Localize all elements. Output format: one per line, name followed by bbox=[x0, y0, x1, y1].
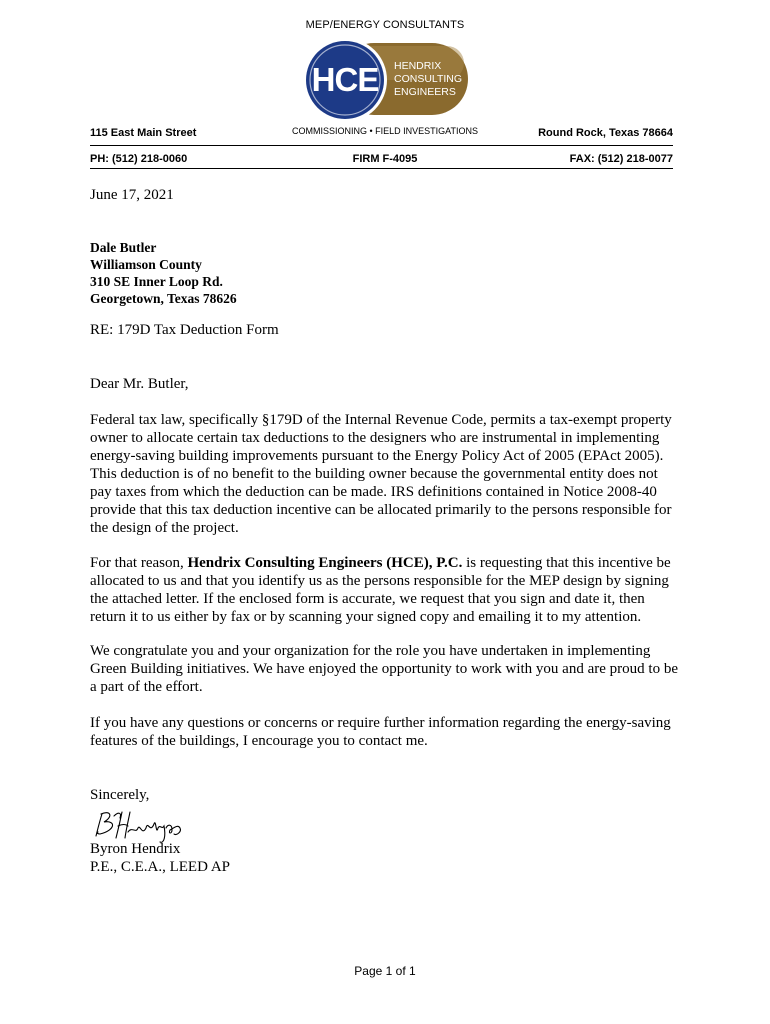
letter-subject: RE: 179D Tax Deduction Form bbox=[90, 322, 279, 338]
logo-name-line-3: ENGINEERS bbox=[394, 86, 456, 98]
logo-monogram: HCE bbox=[311, 61, 379, 98]
hce-logo bbox=[302, 37, 472, 125]
body-paragraph-1-text: Federal tax law, specifically §179D of the Internal Revenue Code, permits a tax-exempt property owner to allocate certain tax deductions to the designers who are instrumental in implementing energy-saving building improvements pursuant to the Energy Policy Act of 2005 (EPAct 2005). This deduction is of no benefit to the building owner because the governmental entity does not pay taxes from which the deduction can be made. IRS definitions contained in Notice 2008-40 provide that this tax deduction incentive can be allocated primarily to the persons responsible for the design of the project. bbox=[90, 412, 672, 536]
recipient-address-line-2: Georgetown, Texas 78626 bbox=[90, 291, 237, 306]
letterhead-phone: PH: (512) 218-0060 bbox=[90, 153, 188, 165]
body-paragraph-1 bbox=[90, 411, 682, 537]
letter-salutation: Dear Mr. Butler, bbox=[90, 376, 189, 392]
body-paragraph-2 bbox=[90, 554, 682, 626]
signer-credentials: P.E., C.E.A., LEED AP bbox=[90, 859, 231, 875]
letterhead-fax: FAX: (512) 218-0077 bbox=[569, 153, 673, 165]
signer-name: Byron Hendrix bbox=[90, 841, 181, 857]
logo-name-line-2: CONSULTING bbox=[394, 73, 463, 85]
letter-closing: Sincerely, bbox=[90, 787, 150, 803]
paragraph-2-lead: For that reason, bbox=[90, 555, 188, 571]
recipient-name: Dale Butler bbox=[90, 240, 157, 255]
letter-date: June 17, 2021 bbox=[90, 187, 174, 203]
recipient-organization: Williamson County bbox=[90, 257, 202, 272]
body-paragraph-2-text bbox=[90, 554, 682, 626]
signature-stroke-b bbox=[96, 813, 113, 836]
letterhead-firm-number: FIRM F-4095 bbox=[352, 153, 418, 165]
body-paragraph-3-text: We congratulate you and your organization for the role you have undertaken in implementing Green Building initiatives. We have enjoyed the opportunity to work with you and are proud to be a part of the effort. bbox=[90, 643, 678, 695]
letterhead-rule-top bbox=[90, 145, 673, 146]
body-paragraph-4-text: If you have any questions or concerns or require further information regarding the energy-saving features of the buildings, I encourage you to contact me. bbox=[90, 715, 671, 749]
paragraph-2-rest: is requesting that this incentive be allocated to us and that you identify us as the persons responsible for the MEP design by signing the attached letter. If the enclosed form is accurate, we request that you sign and date it, then return it to us either by fax or by scanning your signed copy and emailing it to my attention. bbox=[90, 555, 671, 625]
page-number: Page 1 of 1 bbox=[354, 964, 416, 978]
signature-stroke-h bbox=[114, 812, 130, 838]
recipient-block bbox=[90, 239, 690, 307]
letterhead-rule-bottom bbox=[90, 168, 673, 169]
body-paragraph-4 bbox=[90, 714, 682, 750]
letterhead-tagline-bottom: COMMISSIONING • FIELD INVESTIGATIONS bbox=[291, 126, 478, 136]
letterhead-street: 115 East Main Street bbox=[90, 127, 197, 139]
recipient-address-line-1: 310 SE Inner Loop Rd. bbox=[90, 274, 223, 289]
letterhead-tagline-top: MEP/ENERGY CONSULTANTS bbox=[305, 19, 465, 31]
company-name-bold: Hendrix Consulting Engineers (HCE), P.C. bbox=[187, 555, 463, 571]
letterhead-city: Round Rock, Texas 78664 bbox=[538, 127, 673, 139]
logo-name-line-1: HENDRIX bbox=[394, 60, 442, 72]
body-paragraph-3 bbox=[90, 642, 682, 696]
